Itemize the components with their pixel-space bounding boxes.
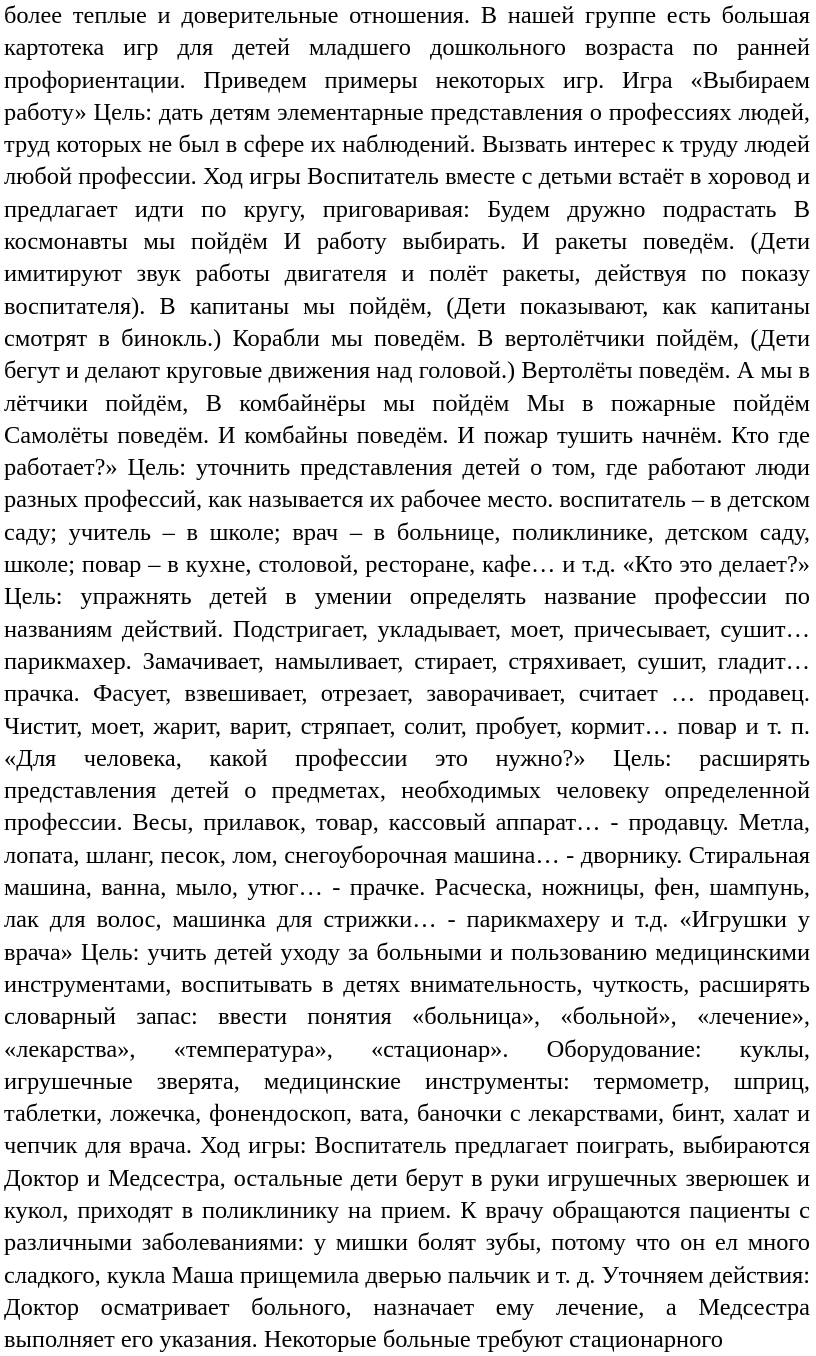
text-line: словарный запас: ввести понятия «больница», «больной», «лечение», <box>4 1003 810 1031</box>
text-line: таблетки, ложечка, фонендоскоп, вата, баночки с лекарствами, бинт, халат и <box>4 1100 810 1128</box>
text-line: «лекарства», «температура», «стационар». Оборудование: куклы, <box>4 1035 810 1063</box>
text-line: инструментами, воспитывать в детях внимательность, чуткость, расширять <box>4 970 810 998</box>
text-line: выполняет его указания. Некоторые больные требуют стационарного <box>4 1326 723 1354</box>
text-line: парикмахер. Замачивает, намыливает, стирает, стряхивает, сушит, гладит… <box>4 647 810 675</box>
text-line: Чистит, моет, жарит, варит, стряпает, солит, пробует, кормит… повар и т. п. <box>4 712 810 740</box>
text-line: предлагает идти по кругу, приговаривая: Будем дружно подрастать В <box>4 195 810 223</box>
text-line: бегут и делают круговые движения над головой.) Вертолёты поведём. А мы в <box>4 357 810 385</box>
text-line: врача» Цель: учить детей уходу за больными и пользованию медицинскими <box>4 938 810 966</box>
text-line: саду; учитель – в школе; врач – в больнице, поликлинике, детском саду, <box>4 518 810 546</box>
text-line: игрушечные зверята, медицинские инструменты: термометр, шприц, <box>4 1067 810 1095</box>
text-line: смотрят в бинокль.) Корабли мы поведём. В вертолётчики пойдём, (Дети <box>4 324 810 352</box>
text-line: чепчик для врача. Ход игры: Воспитатель предлагает поиграть, выбираются <box>4 1132 810 1160</box>
text-line: работает?» Цель: уточнить представления детей о том, где работают люди <box>4 454 810 482</box>
text-line: профориентации. Приведем примеры некоторых игр. Игра «Выбираем <box>4 66 810 94</box>
body-text <box>4 0 810 1356</box>
text-line: картотека игр для детей младшего дошкольного возраста по ранней <box>4 34 810 62</box>
text-line: профессии. Весы, прилавок, товар, кассовый аппарат… - продавцу. Метла, <box>4 809 810 837</box>
text-line: имитируют звук работы двигателя и полёт ракеты, действуя по показу <box>4 260 810 288</box>
text-line: более теплые и доверительные отношения. В нашей группе есть большая <box>4 2 810 29</box>
text-line: представления детей о предметах, необходимых человеку определенной <box>4 777 810 805</box>
text-line: Доктор осматривает больного, назначает ему лечение, а Медсестра <box>4 1293 810 1321</box>
text-line: названиям действий. Подстригает, укладывает, моет, причесывает, сушит… <box>4 615 810 643</box>
text-line: космонавты мы пойдём И работу выбирать. И ракеты поведём. (Дети <box>4 228 810 256</box>
text-line: «Для человека, какой профессии это нужно?» Цель: расширять <box>4 744 810 772</box>
text-line: различными заболеваниями: у мишки болят зубы, потому что он ел много <box>4 1229 810 1257</box>
text-line: лётчики пойдём, В комбайнёры мы пойдём Мы в пожарные пойдём <box>4 389 810 417</box>
text-line: разных профессий, как называется их рабочее место. воспитатель – в детском <box>4 486 810 514</box>
text-line: школе; повар – в кухне, столовой, ресторане, кафе… и т.д. «Кто это делает?» <box>4 551 810 579</box>
text-line: Самолёты поведём. И комбайны поведём. И пожар тушить начнём. Кто где <box>4 421 810 449</box>
text-line: труд которых не был в сфере их наблюдений. Вызвать интерес к труду людей <box>4 131 810 159</box>
text-line: лак для волос, машинка для стрижки… - парикмахеру и т.д. «Игрушки у <box>4 906 810 934</box>
text-line: Доктор и Медсестра, остальные дети берут в руки игрушечных зверюшек и <box>4 1164 810 1192</box>
text-line: прачка. Фасует, взвешивает, отрезает, заворачивает, считает … продавец. <box>4 680 810 708</box>
text-line: машина, ванна, мыло, утюг… - прачке. Расческа, ножницы, фен, шампунь, <box>4 874 810 902</box>
text-line: лопата, шланг, песок, лом, снегоуборочная машина… - дворнику. Стиральная <box>4 841 810 869</box>
text-line: работу» Цель: дать детям элементарные представления о профессиях людей, <box>4 98 810 126</box>
text-line: воспитателя). В капитаны мы пойдём, (Дети показывают, как капитаны <box>4 292 810 320</box>
text-line: любой профессии. Ход игры Воспитатель вместе с детьми встаёт в хоровод и <box>4 163 810 191</box>
text-line: сладкого, кукла Маша прищемила дверью пальчик и т. д. Уточняем действия: <box>4 1261 810 1289</box>
text-line: кукол, приходят в поликлинику на прием. К врачу обращаются пациенты с <box>4 1196 810 1224</box>
text-line: Цель: упражнять детей в умении определять название профессии по <box>4 583 810 611</box>
